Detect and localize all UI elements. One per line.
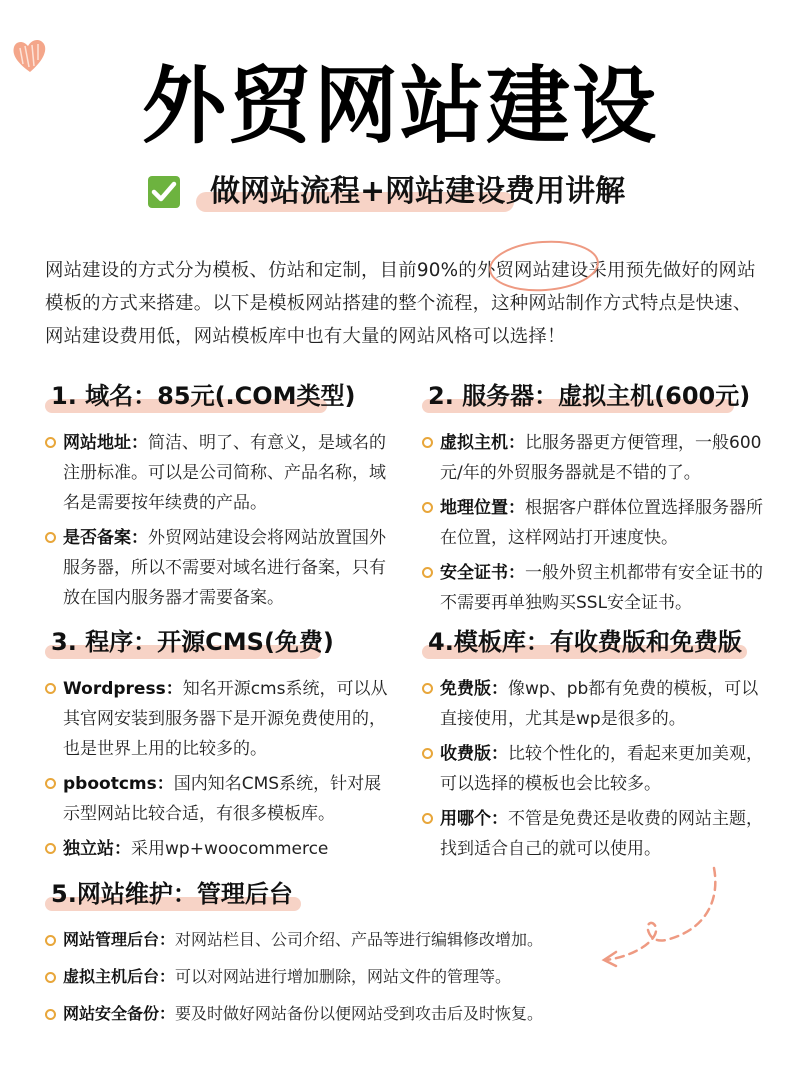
bullet-icon: [45, 532, 56, 543]
bullet-icon: [45, 843, 56, 854]
bullet-icon: [45, 437, 56, 448]
bullet-icon: [45, 683, 56, 694]
bullet-icon: [45, 1009, 56, 1020]
list-item: 网站地址：简洁、明了、有意义，是域名的注册标准。可以是公司简称、产品名称，域名是需要按年续费的产品。: [45, 428, 395, 518]
subtitle: [148, 172, 668, 216]
bullet-icon: [422, 683, 433, 694]
bullet-icon: [422, 502, 433, 513]
list-item: Wordpress：知名开源cms系统，可以从其官网安装到服务器下是开源免费使用的，也是世界上用的比较多的。: [45, 674, 395, 764]
list-item: 虚拟主机后台：可以对网站进行增加删除，网站文件的管理等。: [45, 963, 645, 991]
bullet-icon: [45, 778, 56, 789]
list-item: 是否备案：外贸网站建设会将网站放置国外服务器，所以不需要对域名进行备案，只有放在国内服务器才需要备案。: [45, 523, 395, 613]
dashed-arrow-icon: [596, 860, 726, 970]
bullet-icon: [45, 972, 56, 983]
list-item: 安全证书：一般外贸主机都带有安全证书的不需要再单独购买SSL安全证书。: [422, 558, 767, 618]
list-item: 网站管理后台：对网站栏目、公司介绍、产品等进行编辑修改增加。: [45, 926, 645, 954]
list-item: pbootcms：国内知名CMS系统，针对展示型网站比较合适，有很多模板库。: [45, 769, 395, 829]
section-server: [422, 378, 767, 623]
bullet-icon: [422, 813, 433, 824]
section-maintenance: [45, 876, 645, 1037]
bullet-icon: [422, 567, 433, 578]
bullet-icon: [422, 748, 433, 759]
list-item: 用哪个：不管是免费还是收费的网站主题，找到适合自己的就可以使用。: [422, 804, 767, 864]
list-item: 免费版：像wp、pb都有免费的模板，可以直接使用，尤其是wp是很多的。: [422, 674, 767, 734]
section-program: [45, 624, 395, 869]
section-title: 2. 服务器：虚拟主机(600元): [428, 382, 751, 410]
checkmark-icon: [148, 176, 180, 208]
section-title: 4.模板库：有收费版和免费版: [428, 628, 742, 656]
hand-drawn-circle-icon: [486, 236, 606, 294]
section-title: 5.网站维护：管理后台: [51, 880, 293, 908]
list-item: 地理位置：根据客户群体位置选择服务器所在位置，这样网站打开速度快。: [422, 493, 767, 553]
bullet-icon: [422, 437, 433, 448]
list-item: 独立站：采用wp+woocommerce: [45, 834, 395, 864]
section-template: [422, 624, 767, 869]
page-title: 外贸网站建设: [141, 57, 658, 155]
section-domain: [45, 378, 395, 618]
bullet-icon: [45, 935, 56, 946]
subtitle-text: 做网站流程+网站建设费用讲解: [210, 174, 626, 209]
list-item: 网站安全备份：要及时做好网站备份以便网站受到攻击后及时恢复。: [45, 1000, 645, 1028]
list-item: 收费版：比较个性化的，看起来更加美观，可以选择的模板也会比较多。: [422, 739, 767, 799]
section-title: 3. 程序：开源CMS(免费): [51, 628, 334, 656]
list-item: 虚拟主机：比服务器更方便管理，一般600元/年的外贸服务器就是不错的了。: [422, 428, 767, 488]
section-title: 1. 域名：85元(.COM类型): [51, 382, 356, 410]
intro-paragraph: 网站建设的方式分为模板、仿站和定制，目前90%的外贸网站建设采用预先做好的网站模板的方式来搭建。以下是模板网站搭建的整个流程，这种网站制作方式特点是快速、网站建设费用低，网站模板库中也有大量的网站风格可以选择！: [45, 260, 756, 347]
